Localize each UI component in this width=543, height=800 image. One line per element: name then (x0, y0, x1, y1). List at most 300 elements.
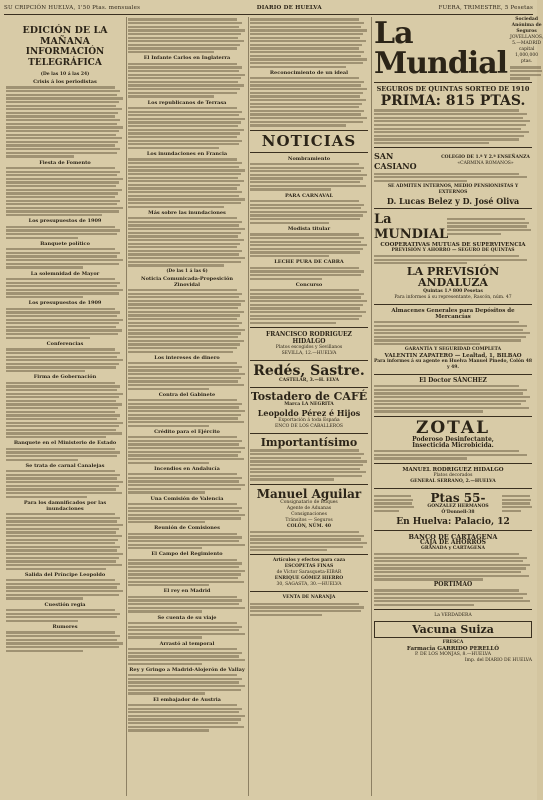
text-line (6, 112, 118, 114)
text-line (128, 37, 238, 39)
text-line (250, 538, 361, 540)
text-line (250, 121, 363, 123)
ad-coffee-brand: Marca LA NEGRITA (284, 402, 334, 407)
text-line (374, 332, 530, 334)
text-line (128, 114, 239, 116)
text-line (374, 339, 521, 341)
divider (250, 387, 368, 388)
header-title: DIARIO DE HUELVA (256, 5, 322, 11)
divider (250, 484, 368, 485)
banco-cajas: CAJA DE AHORROS (420, 538, 486, 546)
text-line (128, 715, 245, 717)
text-line (374, 502, 412, 504)
news-heading: Reunión de Comisiones (154, 525, 220, 532)
text-line (6, 451, 120, 453)
text-line (128, 81, 238, 83)
text-line (6, 210, 119, 212)
text-line (128, 652, 242, 654)
text-line (6, 531, 116, 533)
text-line (128, 129, 244, 131)
text-line (128, 726, 244, 728)
text-line (128, 125, 238, 127)
text-line (6, 639, 117, 641)
text-line (128, 51, 214, 53)
text-line (6, 108, 122, 110)
text-block (128, 622, 246, 639)
text-line (128, 577, 238, 579)
text-line (374, 262, 467, 264)
text-block (128, 158, 246, 207)
text-block (6, 579, 124, 599)
text-line (6, 407, 118, 409)
text-line (374, 117, 523, 119)
text-line (6, 568, 106, 570)
text-line (250, 47, 359, 49)
text-line (6, 535, 122, 537)
text-line (250, 106, 359, 108)
text-line (128, 678, 242, 680)
text-line (374, 180, 467, 182)
mundial-address: JOVELLANOS, 5.—MADRID (510, 35, 543, 46)
printer-footer: Imp. del DIARIO DE HUELVA (464, 658, 532, 664)
text-line (6, 474, 120, 476)
news-heading: Se trata de carnal Canalejas (25, 462, 105, 469)
text-line (6, 542, 115, 544)
text-line (128, 436, 237, 438)
text-line (6, 311, 120, 313)
text-line (374, 410, 483, 412)
text-line (250, 255, 329, 257)
text-line (128, 491, 205, 493)
text-block (374, 173, 532, 182)
text-block (510, 66, 543, 79)
text-line (128, 66, 242, 68)
text-line (374, 407, 529, 409)
text-block (6, 513, 124, 570)
text-line (128, 169, 245, 171)
text-line (128, 603, 239, 605)
text-block (250, 77, 368, 126)
text-line (250, 549, 327, 551)
text-line (6, 557, 119, 559)
text-line (374, 597, 523, 599)
text-line (128, 388, 209, 390)
vacuna-pre: La VERDADERA (434, 613, 472, 619)
text-line (6, 101, 119, 103)
news-heading: Cuestión regia (44, 601, 86, 608)
text-line (128, 202, 241, 204)
text-line (6, 425, 119, 427)
text-line (128, 307, 238, 309)
text-block (6, 470, 124, 498)
text-line (374, 567, 526, 569)
text-line (374, 128, 521, 130)
text-line (128, 610, 202, 612)
text-line (128, 318, 237, 320)
text-line (6, 278, 115, 280)
text-line (128, 184, 240, 186)
news-heading: Noticia Comunicada-Propesición Zinovidal (141, 275, 233, 288)
text-line (250, 300, 367, 302)
hidalgo2-line: Platos decorados (433, 472, 473, 478)
text-line (250, 188, 331, 190)
text-line (250, 535, 364, 537)
text-line (6, 263, 119, 265)
text-line (374, 589, 519, 591)
text-line (250, 207, 361, 209)
coop-title: COOPERATIVAS MUTUAS DE SUPERVIVENCIA (380, 241, 526, 248)
text-line (128, 74, 245, 76)
text-line (6, 130, 119, 132)
text-line (6, 524, 123, 526)
mundial-company: Sociedad Anónima de Seguros (511, 17, 542, 34)
text-line (128, 692, 205, 694)
text-line (6, 597, 83, 599)
news-heading: Concurso (295, 281, 323, 288)
palacio-address: En Huelva: Palacio, 12 (396, 516, 510, 527)
text-line (6, 583, 120, 585)
divider (250, 554, 368, 555)
ad-aguilar-line: Consignaciones (291, 511, 327, 517)
text-line (6, 134, 116, 136)
text-line (374, 604, 474, 606)
news-heading: Para los damnificados por las inundaciones (23, 499, 107, 512)
banco-cities: GRANADA y CARTAGENA (420, 545, 486, 551)
text-line (374, 325, 527, 327)
text-line (6, 389, 117, 391)
text-line (128, 84, 244, 86)
text-line (250, 274, 361, 276)
news-heading: Modista titular (287, 225, 331, 232)
plata-address: Ó'Donnell-38 (441, 509, 475, 515)
news-heading: Una Comisión de Valencia (150, 495, 224, 502)
text-line (374, 113, 527, 115)
text-line (128, 296, 239, 298)
text-line (128, 347, 237, 349)
text-line (250, 204, 364, 206)
text-line (128, 289, 237, 291)
ad-aguilar-line: Consignatario de Buques (280, 499, 338, 505)
text-line (250, 51, 364, 53)
text-line (374, 131, 529, 133)
text-line (502, 502, 530, 504)
text-line (250, 185, 366, 187)
text-line (128, 198, 245, 200)
text-line (128, 77, 241, 79)
text-line (6, 620, 78, 622)
text-line (250, 478, 334, 480)
ad-aguilar-address: COLÓN, NÚM. 40 (287, 523, 331, 529)
divider (374, 147, 532, 148)
text-line (128, 533, 237, 535)
text-line (6, 646, 119, 648)
farmacia-name: Farmacia GARRIDO PERELLÓ (406, 646, 500, 653)
banco-title: BANCO DE CARTAGENA (408, 532, 498, 541)
news-heading: La solemnidad de Mayor (30, 270, 100, 277)
text-line (128, 729, 209, 731)
text-line (128, 473, 237, 475)
text-line (128, 685, 245, 687)
text-line (6, 174, 117, 176)
ad-aguilar-line: Agente de Aduanas (286, 505, 332, 511)
ad-hunting-sub: ESCOPETAS FINAS (284, 564, 334, 570)
text-block (374, 495, 414, 512)
text-line (250, 99, 366, 101)
prevision-title: LA PREVISIÓN ANDALUZA (406, 264, 500, 289)
text-line (250, 267, 359, 269)
text-line (6, 289, 123, 291)
text-line (128, 689, 241, 691)
text-block (128, 674, 246, 694)
text-line (374, 385, 519, 387)
text-line (128, 140, 242, 142)
text-line (128, 162, 242, 164)
text-line (374, 176, 527, 178)
text-line (250, 214, 363, 216)
text-line (6, 546, 120, 548)
text-line (6, 356, 117, 358)
text-line (250, 251, 360, 253)
news-heading: Los republicanos de Terrasa (147, 99, 227, 106)
text-line (6, 436, 106, 438)
text-line (6, 492, 122, 494)
text-line (128, 425, 209, 427)
news-heading: LECHE PURA DE CABRA (274, 259, 344, 266)
text-line (128, 118, 245, 120)
text-line (6, 285, 117, 287)
text-block (374, 321, 532, 345)
news-heading: Rey y Gringo a Madrid-Alojerón de Vallay (129, 666, 245, 673)
text-line (250, 177, 363, 179)
text-line (6, 296, 83, 298)
text-line (128, 366, 242, 368)
text-line (128, 655, 239, 657)
text-block (6, 248, 124, 268)
text-line (128, 451, 241, 453)
text-line (250, 610, 361, 612)
text-line (250, 546, 363, 548)
text-line (250, 293, 364, 295)
text-line (6, 119, 120, 121)
text-line (128, 663, 202, 665)
text-line (250, 88, 367, 90)
news-heading: Los presupuestos de 1909 (28, 300, 102, 307)
text-block (6, 348, 124, 372)
text-line (374, 578, 483, 580)
text-line (250, 237, 364, 239)
almacen-title: Almacenes Generales para Depósitos de Mercancías (391, 307, 515, 320)
column-news (128, 17, 246, 796)
text-line (250, 44, 362, 46)
text-line (128, 177, 238, 179)
text-line (6, 248, 115, 250)
text-line (6, 282, 120, 284)
news-heading: PARA CARNAVAL (284, 192, 334, 199)
ad-hidalgo-line: Platos escogidos y Sevillanos (275, 345, 343, 350)
text-line (250, 304, 363, 306)
text-block (128, 473, 246, 493)
vacuna-title: Vacuna Suiza (374, 621, 532, 638)
text-line (6, 363, 119, 365)
text-line (374, 499, 413, 501)
text-line (128, 570, 245, 572)
text-line (6, 470, 115, 472)
text-line (128, 462, 209, 464)
text-line (128, 399, 237, 401)
text-line (128, 232, 241, 234)
text-line (250, 233, 359, 235)
text-line (6, 137, 122, 139)
text-line (128, 26, 239, 28)
text-line (128, 581, 244, 583)
text-line (6, 200, 120, 202)
text-block (374, 109, 532, 144)
college-admit: SE ADMITEN INTERNOS, MEDIO PENSIONISTAS Y EXTERNOS (387, 183, 519, 195)
text-line (250, 542, 367, 544)
text-block (128, 362, 246, 390)
divider (374, 374, 532, 375)
ad-aguilar-name: Manuel Aguilar (256, 486, 362, 501)
news-heading: Arrastó al temporal (159, 640, 215, 647)
text-block (6, 167, 124, 216)
text-line (128, 521, 205, 523)
text-line (250, 318, 359, 320)
text-line (250, 244, 367, 246)
text-line (6, 429, 116, 431)
text-line (128, 421, 244, 423)
text-line (374, 510, 399, 512)
text-line (128, 332, 241, 334)
text-line (6, 315, 117, 317)
text-line (6, 448, 115, 450)
text-line (6, 192, 118, 194)
text-line (128, 336, 238, 338)
text-line (250, 464, 363, 466)
text-line (128, 562, 242, 564)
text-line (128, 18, 237, 20)
text-line (374, 575, 529, 577)
ad-coffee-title: Tostadero de CAFÉ (250, 390, 368, 403)
zotal-title: ZOTAL (415, 417, 491, 438)
news-heading: Los presupuestos de 1909 (28, 218, 102, 225)
text-block (502, 495, 532, 512)
text-line (374, 389, 527, 391)
divider (374, 463, 532, 464)
text-line (6, 400, 116, 402)
news-heading: El Infante Carlos en Inglaterra (143, 55, 231, 62)
text-line (128, 224, 239, 226)
text-line (250, 95, 360, 97)
text-line (128, 243, 240, 245)
text-line (128, 380, 238, 382)
text-line (6, 422, 123, 424)
news-heading: Fiesta de Fomento (39, 159, 91, 166)
text-line (6, 539, 118, 541)
text-line (6, 642, 123, 644)
zotal-line: Insecticida Microbicida. (412, 441, 494, 449)
text-line (374, 138, 519, 140)
text-line (128, 633, 245, 635)
text-line (250, 66, 346, 68)
ad-hunting-line: de Víctor Sarasqueta-EIBAR (276, 570, 342, 576)
text-line (128, 257, 245, 259)
text-line (6, 155, 74, 157)
prevision-quintas: Quintas 1.ª 800 Pesetas (423, 288, 483, 294)
text-block (374, 553, 532, 581)
text-line (6, 418, 117, 420)
text-line (128, 33, 241, 35)
text-line (502, 510, 521, 512)
text-line (6, 337, 90, 339)
text-line (6, 370, 85, 372)
text-line (6, 635, 120, 637)
text-line (250, 167, 364, 169)
text-line (6, 513, 115, 515)
text-line (250, 18, 359, 20)
text-block (250, 200, 368, 224)
text-line (128, 92, 237, 94)
news-heading: Nombramiento (287, 155, 331, 162)
text-line (250, 278, 322, 280)
text-line (128, 708, 242, 710)
vacuna-fresh: FRESCA (442, 640, 464, 646)
text-line (6, 144, 115, 146)
text-line (6, 382, 115, 384)
text-block (128, 559, 246, 587)
text-line (128, 70, 239, 72)
text-line (128, 191, 242, 193)
college-director: D. Lucas Belez y D. José Oliva (386, 195, 520, 206)
text-line (6, 86, 115, 88)
text-line (6, 259, 123, 261)
text-line (128, 648, 237, 650)
text-line (128, 410, 245, 412)
news-heading: Crisis á los periodistas (33, 79, 97, 85)
text-line (128, 626, 242, 628)
text-line (6, 233, 117, 235)
san-casiano: SAN CASIANO (374, 151, 417, 172)
text-line (250, 181, 360, 183)
prevision-repr: Para informes á su representante, Rascón, núm. 47 (394, 294, 512, 300)
news-heading: Contra del Gabinete (158, 391, 216, 398)
text-line (6, 517, 120, 519)
text-line (6, 549, 117, 551)
text-line (128, 447, 245, 449)
text-block (128, 436, 246, 464)
text-line (6, 459, 78, 461)
text-line (250, 453, 364, 455)
text-line (510, 74, 541, 76)
text-line (128, 132, 240, 134)
text-line (6, 352, 120, 354)
text-line (128, 173, 241, 175)
text-line (6, 385, 120, 387)
text-line (6, 553, 123, 555)
text-line (6, 348, 115, 350)
text-line (374, 120, 530, 122)
almacen-guarantee: GARANTÍA Y SEGURIDAD COMPLETA (404, 346, 502, 352)
text-line (447, 229, 531, 231)
text-line (6, 481, 123, 483)
news-heading: Reconocimiento de un ideal (269, 69, 349, 76)
text-line (250, 315, 362, 317)
text-line (6, 359, 123, 361)
text-line (250, 322, 336, 324)
text-line (6, 207, 123, 209)
text-block (250, 18, 368, 67)
text-line (374, 403, 521, 405)
text-line (128, 477, 242, 479)
